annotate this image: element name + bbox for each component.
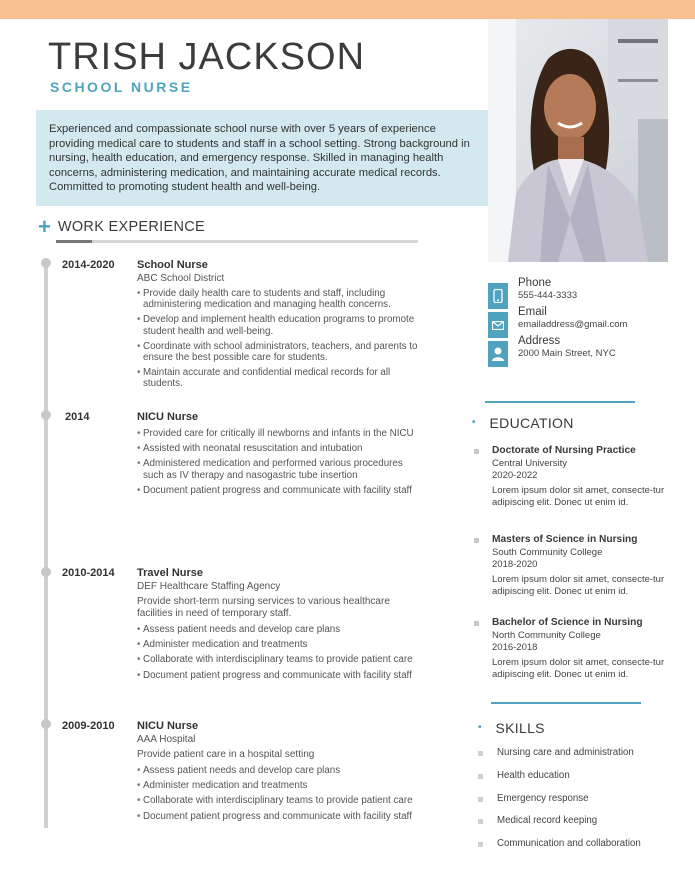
job-bullet: • Provided care for critically ill newborns and infants in the NICU: [137, 428, 419, 439]
job-bullet: • Assess patient needs and develop care plans: [137, 624, 419, 635]
job-years: 2009-2010: [62, 720, 115, 732]
education-years: 2016-2018: [492, 642, 538, 653]
contact-address: [488, 335, 688, 367]
skills-heading: [478, 720, 545, 736]
job-description: Provide patient care in a hospital setting: [137, 749, 315, 760]
work-divider: [56, 240, 418, 243]
skill-bullet: [478, 774, 483, 779]
education-description: Lorem ipsum dolor sit amet, consecte-tur adipiscing elit. Donec ut enim id.: [492, 574, 665, 597]
work-experience-title: WORK EXPERIENCE: [57, 219, 205, 235]
candidate-role: SCHOOL NURSE: [50, 79, 193, 95]
job-years: 2014: [65, 411, 90, 423]
skills-divider: [491, 702, 641, 704]
education-degree: Masters of Science in Nursing: [492, 534, 638, 545]
bullet-icon: •: [478, 722, 482, 733]
summary-box: Experienced and compassionate school nurse with over 5 years of experience providing medical care to students and staff in a school setting. Strong background in nursing, health education, and emergency response. Skilled in managing health concerns, administering medication, and maintaining accurate medical records. Committed to promoting student health and well-being.: [36, 110, 488, 206]
phone-label: Phone: [518, 277, 552, 289]
job-bullet: • Assess patient needs and develop care plans: [137, 765, 419, 776]
job-bullet: • Document patient progress and communicate with facility staff: [137, 485, 419, 496]
job-description: Provide short-term nursing services to various healthcare facilities in need of temporary staff.: [137, 596, 390, 619]
job-organization: AAA Hospital: [137, 734, 196, 745]
email-label: Email: [518, 306, 547, 318]
profile-photo: [488, 19, 668, 262]
skill-bullet: [478, 842, 483, 847]
email-value[interactable]: emailaddress@gmail.com: [518, 319, 628, 330]
job-details: [137, 411, 419, 500]
bullet-icon: •: [472, 417, 476, 428]
phone-value[interactable]: 555-444-3333: [518, 290, 578, 301]
education-degree: Bachelor of Science in Nursing: [492, 617, 643, 628]
job-bullet: • Provide daily health care to students and staff, including administering medication and managing health concerns.: [137, 288, 419, 310]
job-title: School Nurse: [137, 259, 208, 271]
skills-title: SKILLS: [495, 720, 545, 736]
job-bullet: • Maintain accurate and confidential medical records for all students.: [137, 367, 419, 389]
job-bullets: [137, 428, 419, 496]
job-bullet: • Collaborate with interdisciplinary teams to provide patient care: [137, 795, 419, 806]
skill-text: Emergency response: [497, 793, 589, 804]
job-bullet: • Collaborate with interdisciplinary teams to provide patient care: [137, 654, 419, 665]
job-years: 2014-2020: [62, 259, 115, 271]
phone-icon: [488, 283, 508, 309]
job-bullets: [137, 288, 419, 390]
skill-text: Nursing care and administration: [497, 747, 634, 758]
skill-text: Health education: [497, 770, 570, 781]
timeline-line: [44, 262, 48, 828]
user-location-icon: [488, 341, 508, 367]
skill-bullet: [478, 751, 483, 756]
job-bullets: [137, 624, 419, 681]
job-years: 2010-2014: [62, 567, 115, 579]
timeline-dot: [41, 719, 51, 729]
job-title: Travel Nurse: [137, 567, 204, 579]
skill-bullet: [478, 797, 483, 802]
job-organization: ABC School District: [137, 273, 225, 284]
top-accent-bar: [0, 0, 695, 19]
job-bullet: • Develop and implement health education programs to promote student health and well-being.: [137, 314, 419, 336]
job-bullet: • Document patient progress and communicate with facility staff: [137, 811, 419, 822]
education-bullet: [474, 449, 479, 454]
job-bullet: • Administer medication and treatments: [137, 780, 419, 791]
job-details: [137, 259, 419, 394]
job-details: [137, 720, 419, 826]
timeline-dot: [41, 567, 51, 577]
email-icon: [488, 312, 508, 338]
timeline-dot: [41, 410, 51, 420]
address-value: 2000 Main Street, NYC: [518, 348, 616, 359]
job-bullet: • Coordinate with school administrators, teachers, and parents to ensure the best possible care for students.: [137, 341, 419, 363]
timeline-dot: [41, 258, 51, 268]
job-bullets: [137, 765, 419, 822]
education-degree: Doctorate of Nursing Practice: [492, 445, 636, 456]
education-heading: [472, 415, 574, 431]
education-divider: [485, 401, 635, 403]
education-school: South Community College: [492, 547, 603, 558]
job-title: NICU Nurse: [137, 720, 199, 732]
job-bullet: • Administer medication and treatments: [137, 639, 419, 650]
education-description: Lorem ipsum dolor sit amet, consecte-tur adipiscing elit. Donec ut enim id.: [492, 485, 665, 508]
education-school: North Community College: [492, 630, 601, 641]
education-years: 2018-2020: [492, 559, 538, 570]
education-school: Central University: [492, 458, 567, 469]
skill-bullet: [478, 819, 483, 824]
skill-text: Communication and collaboration: [497, 838, 641, 849]
work-divider-accent: [56, 240, 92, 243]
skill-text: Medical record keeping: [497, 815, 598, 826]
job-bullet: • Assisted with neonatal resuscitation and intubation: [137, 443, 419, 454]
address-label: Address: [518, 335, 561, 347]
work-experience-heading: [38, 216, 205, 238]
education-bullet: [474, 538, 479, 543]
candidate-name: TRISH JACKSON: [48, 36, 366, 78]
job-bullet: • Administered medication and performed various procedures such as IV therapy and nasogastric tube insertion: [137, 458, 419, 480]
job-title: NICU Nurse: [137, 411, 199, 423]
job-organization: DEF Healthcare Staffing Agency: [137, 581, 281, 592]
job-bullet: • Document patient progress and communicate with facility staff: [137, 670, 419, 681]
education-description: Lorem ipsum dolor sit amet, consecte-tur adipiscing elit. Donec ut enim id.: [492, 657, 665, 680]
plus-icon: +: [38, 214, 51, 239]
education-bullet: [474, 621, 479, 626]
education-years: 2020-2022: [492, 470, 538, 481]
job-details: [137, 567, 419, 685]
education-title: EDUCATION: [489, 415, 574, 431]
